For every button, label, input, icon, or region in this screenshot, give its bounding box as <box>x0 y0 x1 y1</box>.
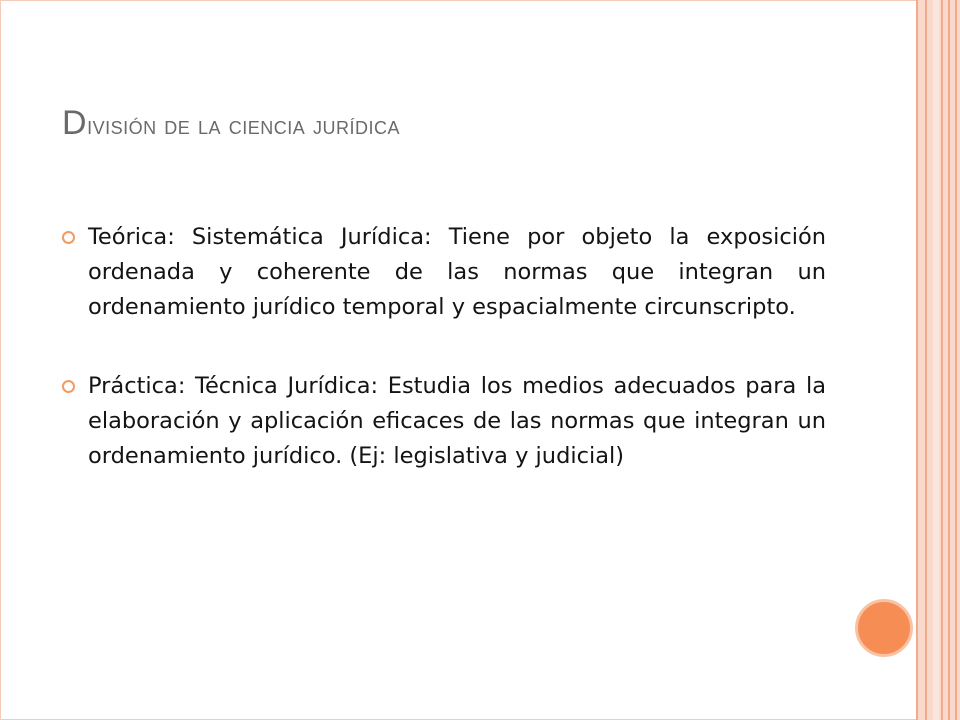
decorative-stripes <box>916 0 960 720</box>
title-rest: ivisión de la ciencia jurídica <box>87 110 401 140</box>
slide-title <box>62 104 400 143</box>
title-first-letter: D <box>62 104 88 142</box>
stripe <box>941 0 943 720</box>
stripe <box>933 0 939 720</box>
bullet-item <box>62 369 826 474</box>
stripe <box>916 0 918 720</box>
bullet-list <box>62 220 826 474</box>
orange-circle-decoration <box>855 599 913 657</box>
bullet-text: Práctica: Técnica Jurídica: Estudia los medios adecuados para la elaboración y aplicación eficaces de las normas que integran un ordenamiento jurídico. (Ej: legislativa y judicial) <box>88 373 826 469</box>
stripe <box>925 0 927 720</box>
bullet-text: Teórica: Sistemática Jurídica: Tiene por objeto la exposición ordenada y coherente de las normas que integran un ordenamiento jurídico temporal y espacialmente circunscripto. <box>88 224 826 320</box>
ring-bullet-icon <box>62 231 75 244</box>
stripe <box>948 0 950 720</box>
stripe <box>955 0 957 720</box>
bullet-item <box>62 220 826 325</box>
ring-bullet-icon <box>62 380 75 393</box>
